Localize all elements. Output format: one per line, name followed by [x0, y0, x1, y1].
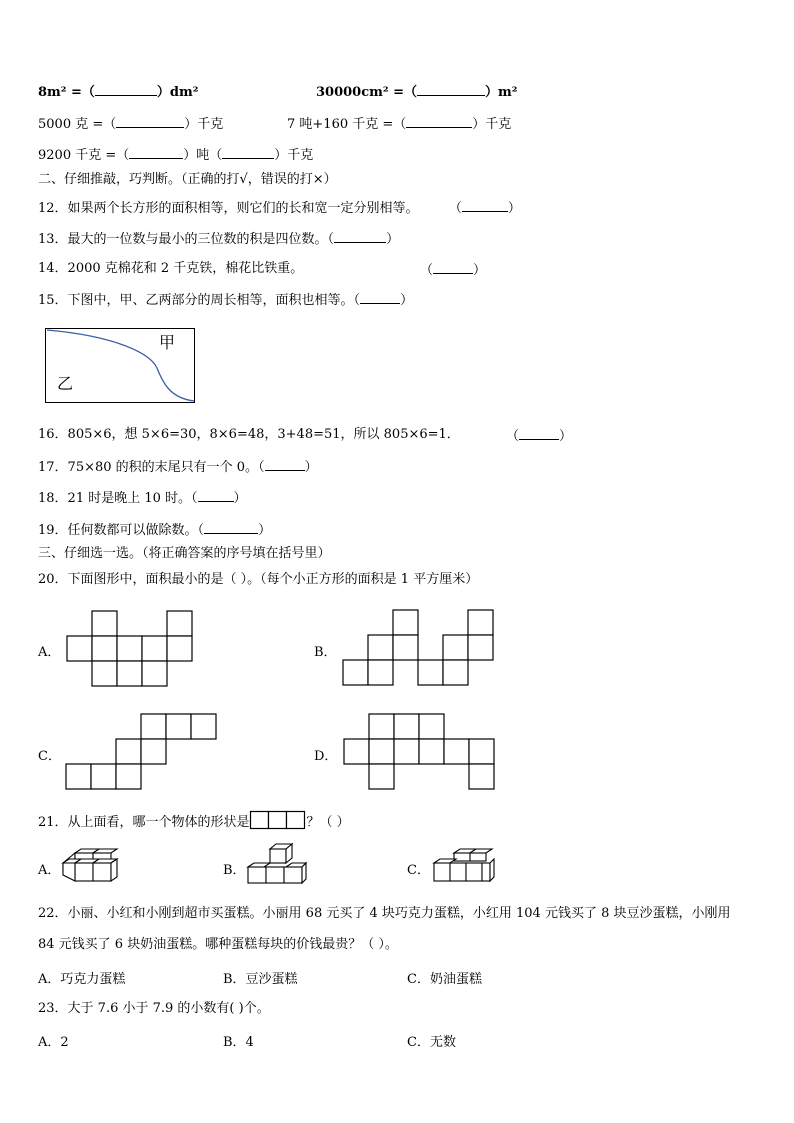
fill-text: ）千克 [184, 117, 224, 132]
question-text: 17．75×80 的积的末尾只有一个 0。 [38, 460, 259, 475]
answer-blank[interactable] [198, 489, 234, 502]
question-16-answer [506, 427, 572, 445]
label-jia: 甲 [159, 333, 176, 352]
q22-option-c[interactable]: C．奶油蛋糕 [407, 972, 482, 987]
question-16 [38, 427, 460, 443]
fill-text: ）m² [485, 85, 518, 100]
fill-line-3 [38, 146, 313, 164]
top-view-three-squares [250, 811, 307, 830]
question-18 [38, 489, 247, 507]
q21-option-c-label[interactable]: C． [407, 863, 430, 878]
q15-figure [45, 328, 195, 403]
fill-text: ）千克 [274, 148, 314, 163]
paren-close: ） [233, 491, 247, 506]
question-15 [38, 291, 413, 309]
question-19 [38, 521, 271, 539]
answer-blank[interactable] [334, 230, 386, 243]
question-text: 18．21 时是晚上 10 时。 [38, 491, 192, 506]
q23-option-c[interactable]: C．无数 [407, 1035, 456, 1050]
answer-blank[interactable] [129, 146, 183, 159]
question-text: 12．如果两个长方形的面积相等，则它们的长和宽一定分别相等。 [38, 201, 419, 216]
answer-blank[interactable] [417, 83, 485, 96]
grid-squares [66, 714, 216, 789]
question-text: 14．2000 克棉花和 2 千克铁，棉花比铁重。 [38, 261, 304, 276]
q20-figure-c [66, 714, 226, 794]
fill-text: ）吨（ [183, 148, 223, 163]
option-a-label[interactable]: A． [38, 645, 61, 660]
grid-squares [67, 611, 192, 686]
label-yi: 乙 [57, 374, 74, 393]
option-c-label[interactable]: C． [38, 749, 61, 764]
q21-option-b-label[interactable]: B． [223, 863, 246, 878]
q21-figure-a-cubes [63, 849, 125, 883]
question-13 [38, 230, 399, 248]
paren-close: ） [400, 293, 414, 308]
q20-figure-a [67, 611, 197, 691]
q22-option-a[interactable]: A．巧克力蛋糕 [38, 972, 126, 987]
question-21 [38, 811, 350, 831]
paren-close: ） [473, 263, 487, 278]
answer-blank[interactable] [519, 427, 559, 440]
answer-blank[interactable] [222, 146, 274, 159]
paren-open: （ [197, 523, 205, 538]
paren-close: ） [507, 201, 521, 216]
paren-close: ） [304, 460, 318, 475]
section-2-title: 二、仔细推敲，巧判断。（正确的打√，错误的打×） [38, 172, 337, 187]
q20-figure-b [343, 610, 498, 690]
fill-text: 9200 千克 =（ [38, 148, 130, 163]
answer-blank[interactable] [95, 83, 157, 96]
answer-blank[interactable] [433, 261, 473, 274]
question-text: ？（ ） [306, 815, 350, 830]
q21-figure-b-cubes [246, 843, 308, 885]
fill-text: 8m² =（ [38, 85, 95, 100]
q20-figure-d [344, 714, 504, 794]
q22-option-b[interactable]: B．豆沙蛋糕 [223, 972, 298, 987]
paren-open: （ [506, 429, 520, 444]
question-text: 19．任何数都可以做除数。 [38, 523, 198, 538]
grid-squares [344, 714, 494, 789]
paren-close: ） [386, 232, 400, 247]
answer-blank[interactable] [360, 291, 400, 304]
q21-option-a-label[interactable]: A． [38, 863, 61, 878]
q23-option-a[interactable]: A．2 [38, 1035, 69, 1050]
paren-open: （ [258, 460, 265, 475]
question-23: 23．大于 7.6 小于 7.9 的小数有( )个。 [38, 1001, 270, 1016]
question-14-answer [420, 261, 486, 279]
fill-line-2-left [38, 115, 223, 133]
answer-blank[interactable] [204, 521, 258, 534]
fill-text: 5000 克 =（ [38, 117, 117, 132]
question-text: 16．805×6，想 5×6=30，8×6=48，3+48=51，所以 805×6=1． [38, 427, 460, 442]
question-14 [38, 261, 303, 277]
fill-text: 30000cm² =（ [316, 85, 418, 100]
question-22-line-1: 22．小丽、小红和小刚到超市买蛋糕。小丽用 68 元买了 4 块巧克力蛋糕，小红用 104 元钱买了 8 块豆沙蛋糕，小刚用 [38, 906, 731, 921]
answer-blank[interactable] [116, 115, 184, 128]
fill-line-2-right [287, 115, 511, 133]
paren-open: （ [420, 263, 434, 278]
paren-close: ） [258, 523, 272, 538]
q21-figure-c-cubes [432, 849, 502, 883]
paren-open: （ [353, 293, 361, 308]
paren-open: （ [448, 201, 462, 216]
option-b-label[interactable]: B． [314, 645, 337, 660]
answer-blank[interactable] [265, 458, 305, 471]
paren-close: ） [559, 429, 573, 444]
section-3-title: 三、仔细选一选。（将正确答案的序号填在括号里） [38, 546, 331, 561]
answer-blank[interactable] [462, 199, 508, 212]
answer-blank[interactable] [406, 115, 472, 128]
fill-text: ）dm² [156, 85, 199, 100]
question-17 [38, 458, 318, 476]
fill-text: ）千克 [472, 117, 512, 132]
q23-option-b[interactable]: B．4 [223, 1035, 254, 1050]
question-12 [38, 199, 521, 217]
question-text: 13．最大的一位数与最小的三位数的积是四位数。 [38, 232, 328, 247]
paren-open: （ [191, 491, 198, 506]
question-20: 20．下面图形中，面积最小的是（ ）。（每个小正方形的面积是 1 平方厘米） [38, 572, 479, 587]
question-text: 15．下图中，甲、乙两部分的周长相等，面积也相等。 [38, 293, 354, 308]
option-d-label[interactable]: D． [314, 749, 338, 764]
grid-squares [343, 610, 493, 685]
fill-text: 7 吨+160 千克 =（ [287, 117, 407, 132]
fill-line-1-right [316, 83, 517, 101]
question-22-line-2: 84 元钱买了 6 块奶油蛋糕。哪种蛋糕每块的价钱最贵？（ ）。 [38, 937, 398, 952]
paren-open: （ [327, 232, 335, 247]
fill-line-1-left [38, 83, 198, 101]
question-text: 21．从上面看，哪一个物体的形状是 [38, 815, 250, 830]
